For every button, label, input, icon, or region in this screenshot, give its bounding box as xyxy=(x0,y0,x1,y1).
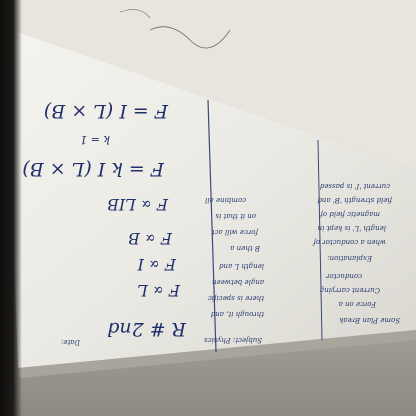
left-line-4: Explanation: xyxy=(327,254,372,262)
left-line-1: Force on a xyxy=(338,300,376,308)
left-line-5: when a conductor of xyxy=(313,238,386,246)
equation-k-equals-1: k = 1 xyxy=(80,133,110,146)
middle-line-7: on it that is xyxy=(215,212,256,220)
equation-f-kilxb: F = k I (L × B) xyxy=(22,158,164,180)
equation-f-ilxb: F = I (L × B) xyxy=(43,100,168,122)
middle-line-8: combine all xyxy=(204,196,246,204)
equation-f-prop-l: F ∝ L xyxy=(137,281,180,300)
middle-line-2: there is specific xyxy=(207,294,264,302)
equation-f-prop-b: F ∝ B xyxy=(128,229,172,248)
header-text: R # 2nd xyxy=(107,318,186,340)
left-line-9: current 'I' is passed xyxy=(319,182,390,190)
left-line-3: conductor xyxy=(326,272,362,280)
equation-f-prop-lib: F ∝ LIB xyxy=(107,195,168,214)
middle-line-3: angle between xyxy=(212,278,264,286)
middle-line-4: length L and xyxy=(219,262,264,270)
equation-f-prop-i: F ∝ I xyxy=(137,255,176,274)
middle-line-6: force will act xyxy=(211,228,258,236)
left-line-7: magnetic field of xyxy=(320,210,380,218)
left-shadow xyxy=(0,0,22,416)
subject-label: Subject: Physics xyxy=(204,336,262,344)
middle-line-5: B then a xyxy=(230,244,260,252)
left-line-8: field strength 'B' and xyxy=(317,196,392,204)
left-line-6: length 'L' is kept in xyxy=(317,224,386,232)
left-line-2: Current carrying xyxy=(319,286,380,294)
top-note: Some Plan Break xyxy=(339,316,400,324)
date-note: Date: xyxy=(60,338,80,346)
middle-line-1: through it, and xyxy=(210,310,264,318)
